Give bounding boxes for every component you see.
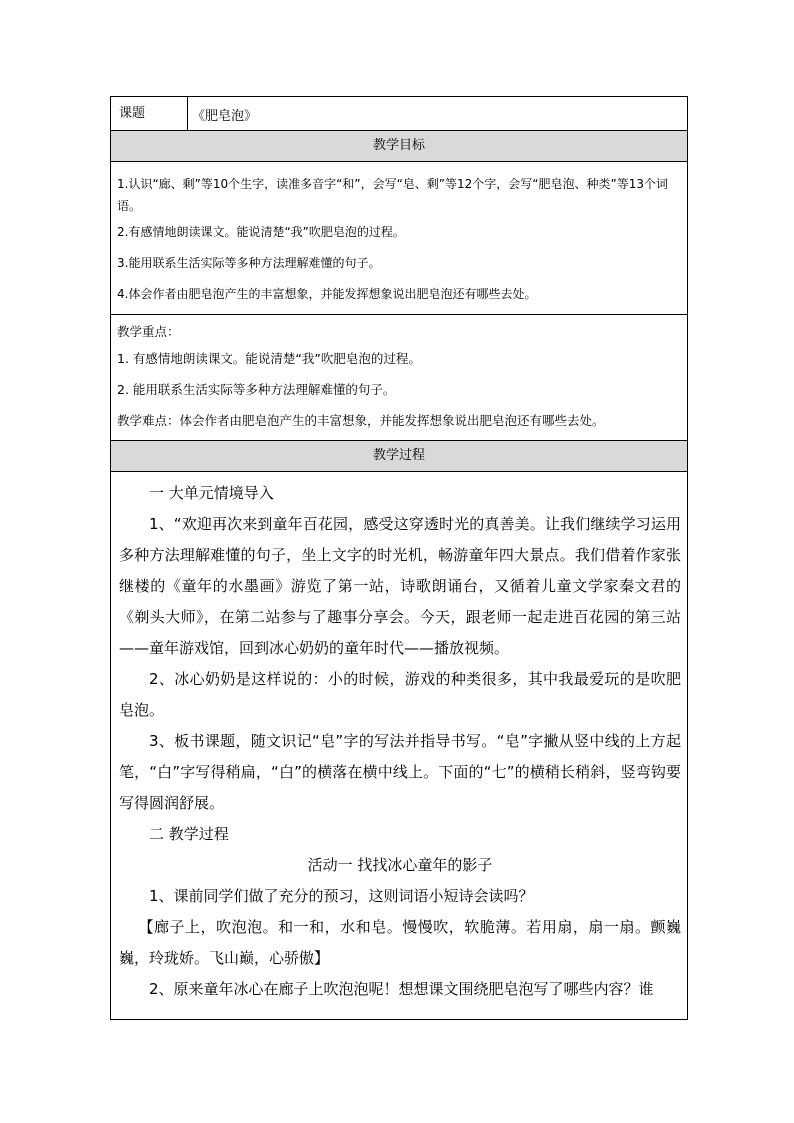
process-paragraph: 1、“欢迎再次来到童年百花园，感受这穿透时光的真善美。让我们继续学习运用多种方法理解难懂的句子，坐上文字的时光机，畅游童年四大景点。我们借着作家张继楼的《童年的水墨画》游览了第一站，诗歌朗诵台，又循着儿童文学家秦文君的《剃头大师》，在第二站参与了趣事分享会。今天，跟老师一起走进百花园的第三站——童年游戏馆，回到冰心奶奶的童年时代——播放视频。 xyxy=(119,515,681,657)
objective-item: 3.能用联系生活实际等多种方法理解难懂的句子。 xyxy=(117,256,381,270)
process-content xyxy=(111,472,688,1020)
key-point-item: 2. 能用联系生活实际等多种方法理解难懂的句子。 xyxy=(117,382,396,397)
process-paragraph: 3、板书课题，随文识记“皂”字的写法并指导书写。“皂”字撇从竖中线的上方起笔，“白”字写得稍扁，“白”的横落在横中线上。下面的“七”的横稍长稍斜，竖弯钩要写得圆润舒展。 xyxy=(119,732,681,812)
objective-item: 1.认识“廊、剩”等10个生字，读准多音字“和”，会写“皂、剩”等12个字，会写“肥皂泡、种类”等13个词语。 xyxy=(117,177,668,213)
lesson-plan-table xyxy=(110,96,688,1020)
key-point-item: 1. 有感情地朗读课文。能说清楚“我”吹肥皂泡的过程。 xyxy=(117,351,421,366)
poem-text: 【廊子上，吹泡泡。和一和，水和皂。慢慢吹，软脆薄。若用扇，扇一扇。颤巍巍，玲珑娇。飞山巅，心骄傲】 xyxy=(119,918,681,967)
process-heading: 教学过程 xyxy=(111,441,688,472)
objectives-heading: 教学目标 xyxy=(111,131,688,162)
objective-item: 4.体会作者由肥皂泡产生的丰富想象，并能发挥想象说出肥皂泡还有哪些去处。 xyxy=(117,287,537,301)
process-paragraph: 一 大单元情境导入 xyxy=(149,484,274,502)
difficulty-text: 教学难点：体会作者由肥皂泡产生的丰富想象，并能发挥想象说出肥皂泡还有哪些去处。 xyxy=(117,413,605,428)
process-paragraph: 1、课前同学们做了充分的预习，这则词语小短诗会读吗？ xyxy=(149,887,534,905)
process-paragraph: 2、冰心奶奶是这样说的：小的时候，游戏的种类很多，其中我最爱玩的是吹肥皂泡。 xyxy=(119,670,681,719)
objective-item: 2.有感情地朗读课文。能说清楚“我”吹肥皂泡的过程。 xyxy=(117,225,405,239)
process-paragraph: 2、原来童年冰心在廊子上吹泡泡呢！想想课文围绕肥皂泡写了哪些内容？谁 xyxy=(149,980,654,998)
activity-title: 活动一 找找冰心童年的影子 xyxy=(307,856,493,874)
process-paragraph: 二 教学过程 xyxy=(149,825,229,843)
key-points-heading: 教学重点： xyxy=(117,324,180,339)
key-points-section xyxy=(111,315,688,441)
topic-label: 课题 xyxy=(111,97,188,131)
topic-value: 《肥皂泡》 xyxy=(188,97,688,131)
objectives-list xyxy=(111,162,688,315)
